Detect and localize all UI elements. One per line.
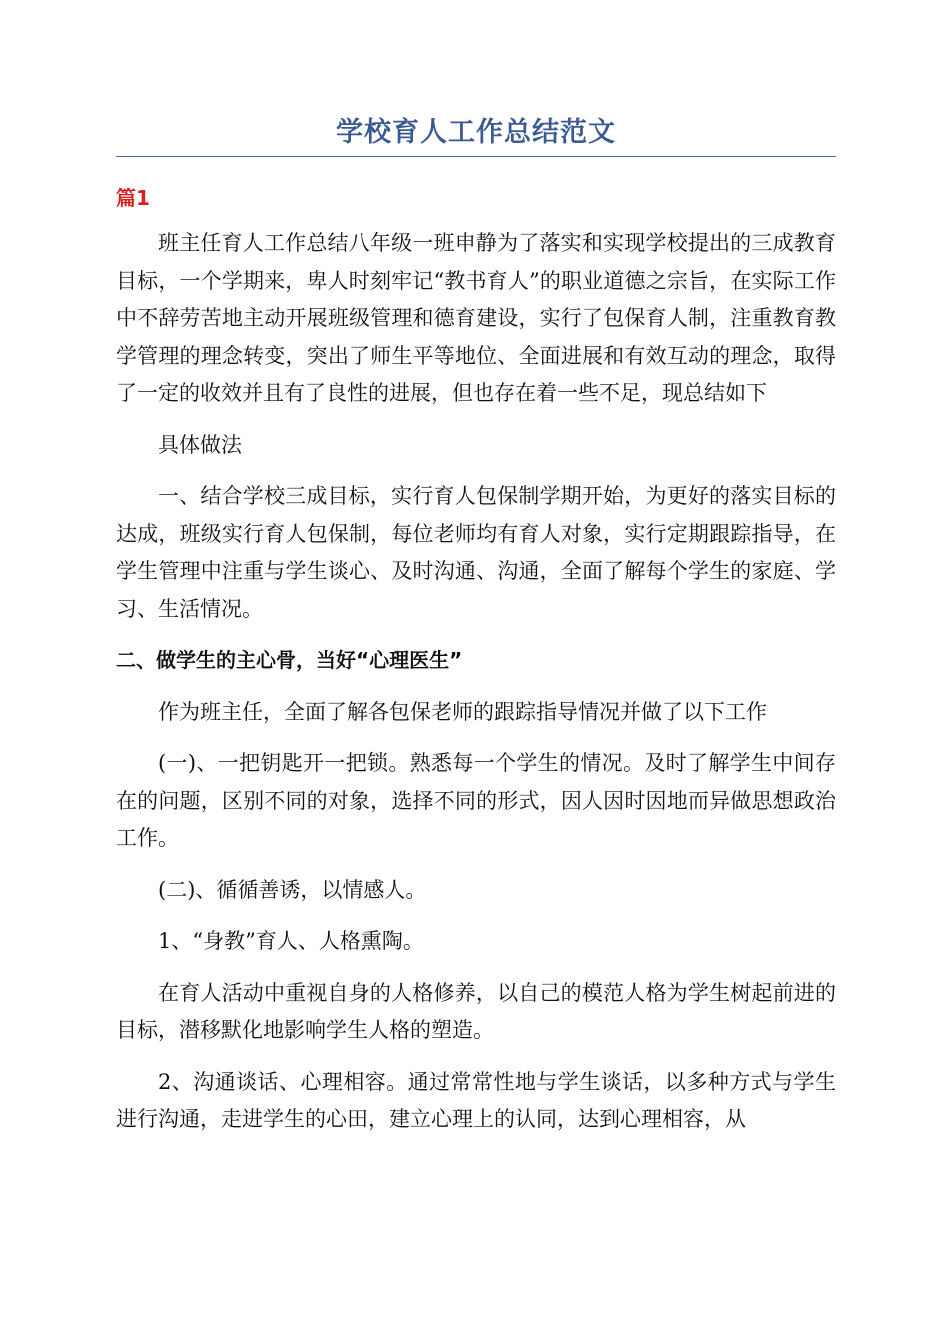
document-title: 学校育人工作总结范文 xyxy=(336,117,616,148)
paragraph: 作为班主任，全面了解各包保老师的跟踪指导情况并做了以下工作 xyxy=(158,699,767,724)
paragraph: 2、沟通谈话、心理相容。通过常常性地与学生谈话，以多种方式与学生进行沟通，走进学生的心田，建立心理上的认同，达到心理相容，从 xyxy=(116,1069,836,1131)
title-divider xyxy=(116,156,836,157)
paragraph: 在育人活动中重视自身的人格修养，以自己的模范人格为学生树起前进的目标，潜移默化地影响学生人格的塑造。 xyxy=(116,980,836,1042)
section-heading: 二、做学生的主心骨，当好“心理医生” xyxy=(116,648,463,672)
document-page xyxy=(116,112,836,1139)
paragraph: 具体做法 xyxy=(158,432,242,457)
paragraph: (二)、循循善诱，以情感人。 xyxy=(158,877,427,902)
paragraph: 一、结合学校三成目标，实行育人包保制学期开始，为更好的落实目标的达成，班级实行育人包保制，每位老师均有育人对象，实行定期跟踪指导，在学生管理中注重与学生谈心、及时沟通、沟通，全面了解每个学生的家庭、学习、生活情况。 xyxy=(116,484,836,621)
paragraph: 1、“身教”育人、人格熏陶。 xyxy=(158,929,424,953)
paragraph: (一)、一把钥匙开一把锁。熟悉每一个学生的情况。及时了解学生中间存在的问题，区别不同的对象，选择不同的形式，因人因时因地而异做思想政治工作。 xyxy=(116,751,836,850)
paragraph: 班主任育人工作总结八年级一班申静为了落实和实现学校提出的三成教育目标，一个学期来，卑人时刻牢记“教书育人”的职业道德之宗旨，在实际工作中不辞劳苦地主动开展班级管理和德育建设，实行了包保育人制，注重教育教学管理的理念转变，突出了师生平等地位、全面进展和有效互动的理念，取得了一定的收效并且有了良性的进展，但也存在着一些不足，现总结如下 xyxy=(116,231,836,405)
section-label: 篇1 xyxy=(116,186,150,210)
